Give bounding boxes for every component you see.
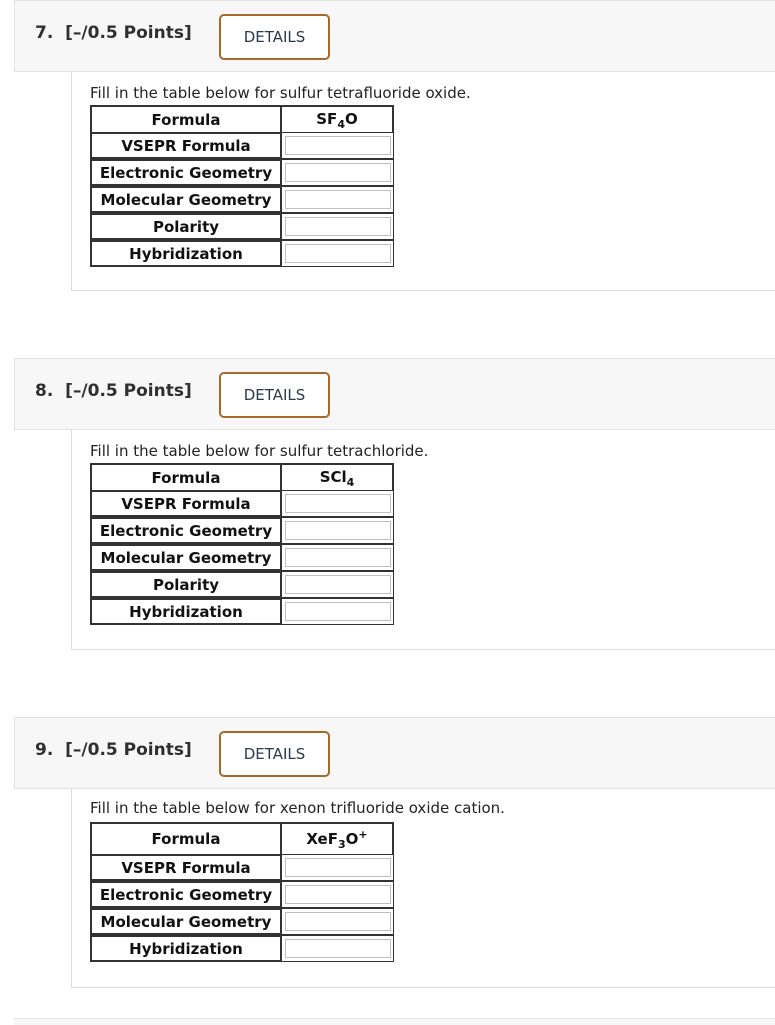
details-button[interactable]: DETAILS <box>219 14 330 60</box>
row-label: Hybridization <box>90 598 282 625</box>
table-row <box>90 240 394 267</box>
row-label: VSEPR Formula <box>90 490 282 517</box>
question-body <box>71 72 775 291</box>
row-label: Electronic Geometry <box>90 517 282 544</box>
formula-header: Formula <box>90 105 282 132</box>
table-row <box>90 822 394 854</box>
details-button[interactable]: DETAILS <box>219 731 330 777</box>
answer-input[interactable] <box>285 244 391 263</box>
question-prompt: Fill in the table below for sulfur tetrafluoride oxide. <box>90 84 471 102</box>
answer-input[interactable] <box>285 548 391 567</box>
table-row <box>90 490 394 517</box>
row-label: Polarity <box>90 213 282 240</box>
vsepr-table <box>90 822 394 962</box>
table-row <box>90 517 394 544</box>
question-body <box>71 789 775 988</box>
question-number: 7. [–/0.5 Points] <box>35 23 192 43</box>
row-label: Molecular Geometry <box>90 544 282 571</box>
question-header <box>14 358 775 430</box>
answer-input[interactable] <box>285 885 391 904</box>
row-label: Electronic Geometry <box>90 881 282 908</box>
table-row <box>90 463 394 490</box>
answer-input[interactable] <box>285 521 391 540</box>
question-prompt: Fill in the table below for xenon trifluoride oxide cation. <box>90 799 505 817</box>
question-body <box>71 430 775 650</box>
row-label: Molecular Geometry <box>90 908 282 935</box>
table-row <box>90 854 394 881</box>
answer-input[interactable] <box>285 912 391 931</box>
row-label: Molecular Geometry <box>90 186 282 213</box>
formula-value: XeF$_3$O+ <box>282 822 394 854</box>
details-button[interactable]: DETAILS <box>219 372 330 418</box>
formula-header: Formula <box>90 822 282 854</box>
answer-input[interactable] <box>285 575 391 594</box>
table-row <box>90 598 394 625</box>
row-label: Hybridization <box>90 240 282 267</box>
formula-value: $SF_4O$ <box>282 105 394 132</box>
answer-input[interactable] <box>285 163 391 182</box>
answer-input[interactable] <box>285 217 391 236</box>
vsepr-table <box>90 463 394 625</box>
answer-input[interactable] <box>285 858 391 877</box>
vsepr-table <box>90 105 394 267</box>
question-number: 8. [–/0.5 Points] <box>35 381 192 401</box>
table-row <box>90 132 394 159</box>
question-header <box>14 0 775 72</box>
row-label: Polarity <box>90 571 282 598</box>
formula-value: SCl$_4$ <box>282 463 394 490</box>
table-row <box>90 186 394 213</box>
table-row <box>90 159 394 186</box>
answer-input[interactable] <box>285 136 391 155</box>
question-header <box>14 717 775 789</box>
row-label: Electronic Geometry <box>90 159 282 186</box>
answer-input[interactable] <box>285 602 391 621</box>
answer-input[interactable] <box>285 939 391 958</box>
row-label: VSEPR Formula <box>90 854 282 881</box>
question-prompt: Fill in the table below for sulfur tetrachloride. <box>90 442 429 460</box>
formula-header: Formula <box>90 463 282 490</box>
table-row <box>90 908 394 935</box>
table-row <box>90 881 394 908</box>
row-label: Hybridization <box>90 935 282 962</box>
question-number: 9. [–/0.5 Points] <box>35 740 192 760</box>
answer-input[interactable] <box>285 494 391 513</box>
table-row <box>90 544 394 571</box>
table-row <box>90 213 394 240</box>
answer-input[interactable] <box>285 190 391 209</box>
row-label: VSEPR Formula <box>90 132 282 159</box>
table-row <box>90 105 394 132</box>
table-row <box>90 935 394 962</box>
table-row <box>90 571 394 598</box>
